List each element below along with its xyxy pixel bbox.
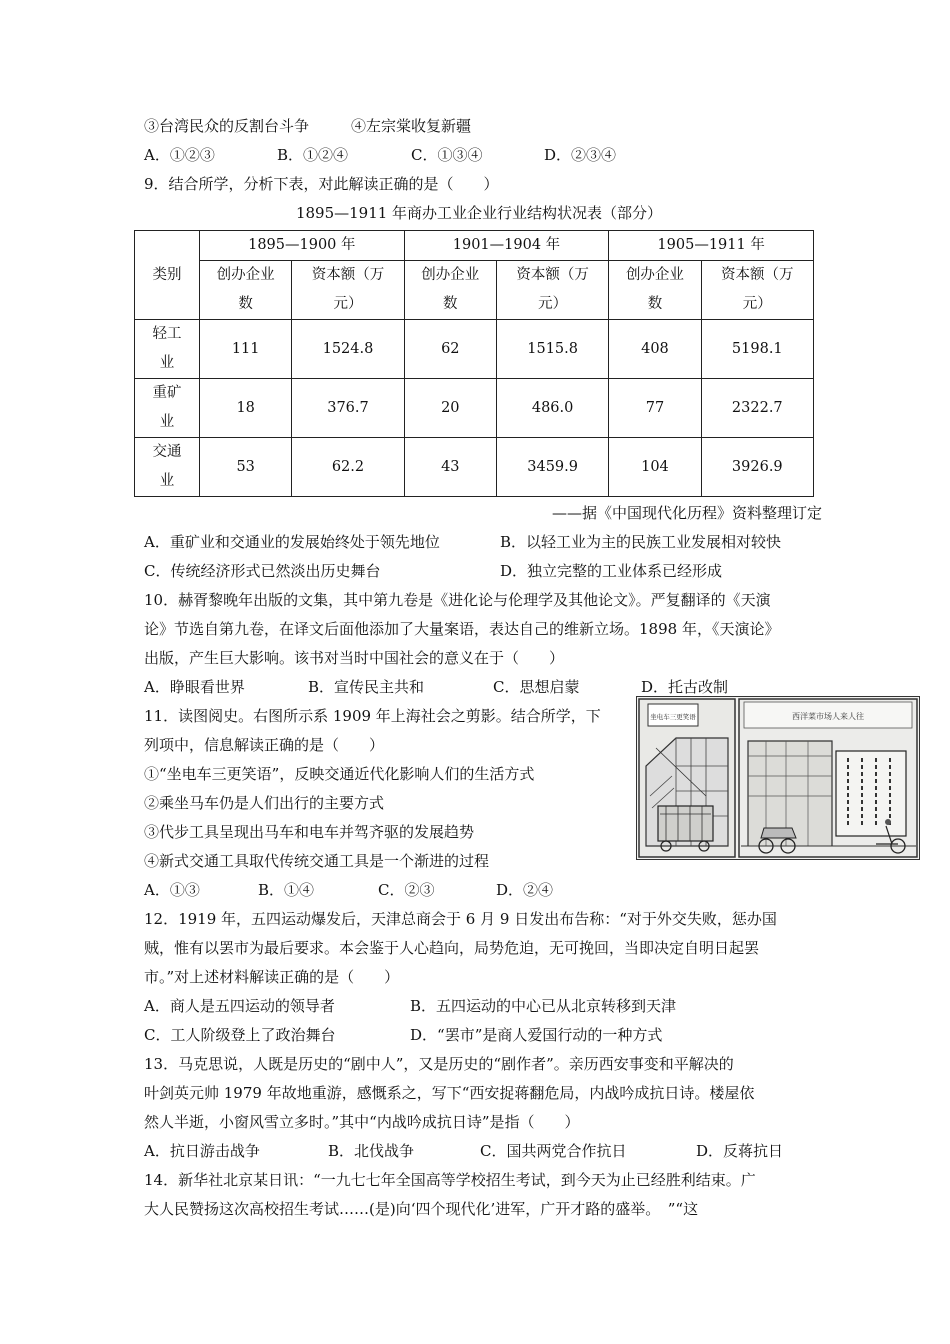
q9-stem: 9．结合所学，分析下表，对此解读正确的是（ ） [144, 175, 499, 193]
q10-line-1: 10．赫胥黎晚年出版的文集，其中第九卷是《进化论与伦理学及其他论文》。严复翻译的《天演 [144, 591, 771, 609]
q11-choices [144, 876, 814, 905]
q12-choice-b[interactable]: B．五四运动的中心已从北京转移到天津 [410, 997, 677, 1015]
q9-table-source: ——据《中国现代化历程》资料整理订定 [551, 504, 822, 522]
q14-line-2: 大人民赞扬这次高校招生考试……(是)向‘四个现代化’进军，广开才路的盛举。 ”“这 [144, 1200, 699, 1218]
row-label: 交通 业 [135, 438, 200, 497]
q13-choice-a[interactable]: A．抗日游击战争 [144, 1142, 260, 1160]
q13-line-3: 然人半逝，小窗风雪立多时。”其中“内战吟成抗日诗”是指（ ） [144, 1113, 580, 1131]
q11-choice-a[interactable]: A．①③ [144, 881, 200, 899]
table-subheader: 资本额（万 元） [496, 261, 608, 320]
q10-choice-b[interactable]: B．宣传民主共和 [308, 678, 425, 696]
table-cell: 408 [609, 320, 701, 379]
table-subheader: 创办企业 数 [404, 261, 496, 320]
q9-choice-d[interactable]: D．独立完整的工业体系已经形成 [500, 562, 723, 580]
q11-item-1: ①“坐电车三更笑语”，反映交通近代化影响人们的生活方式 [144, 765, 535, 783]
q11-item-3: ③代步工具呈现出马车和电车并驾齐驱的发展趋势 [144, 823, 475, 841]
q8-item-4: ④左宗棠收复新疆 [351, 117, 472, 135]
q13-choices [144, 1137, 814, 1166]
table-subheader: 创办企业 数 [609, 261, 701, 320]
q9-choices-row1 [144, 528, 814, 557]
table-cell: 62 [404, 320, 496, 379]
table-row [135, 438, 814, 497]
q8-options-line [144, 112, 814, 141]
table-cell: 1515.8 [496, 320, 608, 379]
q8-choices [144, 141, 814, 170]
shanghai-1909-illustration [636, 696, 920, 860]
q12-line-1: 12．1919 年，五四运动爆发后，天津总商会于 6 月 9 日发出布告称：“对于外交失败，惩办国 [144, 910, 777, 928]
table-cell: 3926.9 [701, 438, 813, 497]
table-cell: 376.7 [292, 379, 404, 438]
q14-line-1: 14．新华社北京某日讯：“一九七七年全国高等学校招生考试，到今天为止已经胜利结束。广 [144, 1171, 756, 1189]
table-period-1: 1895—1900 年 [200, 231, 405, 261]
row-label: 重矿 业 [135, 379, 200, 438]
table-cell: 77 [609, 379, 701, 438]
q12-choice-c[interactable]: C．工人阶级登上了政治舞台 [144, 1026, 336, 1044]
q9-choice-a[interactable]: A．重矿业和交通业的发展始终处于领先地位 [144, 533, 440, 551]
q11-choice-c[interactable]: C．②③ [378, 881, 435, 899]
table-cell: 1524.8 [292, 320, 404, 379]
q13-choice-d[interactable]: D．反蒋抗日 [696, 1142, 784, 1160]
q9-choices-row2 [144, 557, 814, 586]
q9-data-table [134, 230, 814, 497]
table-subheader: 资本额（万 元） [701, 261, 813, 320]
table-cell: 18 [200, 379, 292, 438]
q10-line-2: 论》节选自第九卷，在译文后面他添加了大量案语，表达自己的维新立场。1898 年，《天演论》 [144, 620, 780, 638]
exam-page [144, 112, 864, 1224]
q11-item-2: ②乘坐马车仍是人们出行的主要方式 [144, 794, 385, 812]
q13-line-2: 叶剑英元帅 1979 年故地重游，感慨系之，写下“西安捉蒋翻危局，内战吟成抗日诗。楼屋依 [144, 1084, 755, 1102]
table-subheader: 创办企业 数 [200, 261, 292, 320]
q13-choice-b[interactable]: B．北伐战争 [328, 1142, 415, 1160]
q8-choice-b[interactable]: B．①②④ [277, 146, 349, 164]
right-panel-banner: 西洋菜市场人来人往 [792, 712, 864, 721]
q11-choice-d[interactable]: D．②④ [496, 881, 554, 899]
table-cell: 2322.7 [701, 379, 813, 438]
table-cell: 53 [200, 438, 292, 497]
q12-choice-d[interactable]: D．“罢市”是商人爱国行动的一种方式 [410, 1026, 663, 1044]
table-category-header: 类别 [135, 231, 200, 320]
q12-choice-a[interactable]: A．商人是五四运动的领导者 [144, 997, 335, 1015]
table-cell: 111 [200, 320, 292, 379]
table-row [135, 379, 814, 438]
q13-choice-c[interactable]: C．国共两党合作抗日 [480, 1142, 627, 1160]
q8-choice-a[interactable]: A．①②③ [144, 146, 215, 164]
q11-choice-b[interactable]: B．①④ [258, 881, 315, 899]
q11-line-1: 11．读图阅史。右图所示系 1909 年上海社会之剪影。结合所学，下 [144, 707, 601, 725]
q9-choice-b[interactable]: B．以轻工业为主的民族工业发展相对较快 [500, 533, 782, 551]
row-label: 轻工 业 [135, 320, 200, 379]
table-cell: 5198.1 [701, 320, 813, 379]
q12-choices-row2 [144, 1021, 814, 1050]
q10-choice-a[interactable]: A．睁眼看世界 [144, 678, 245, 696]
q11-line-2: 列项中，信息解读正确的是（ ） [144, 736, 385, 754]
q11-block [144, 702, 864, 905]
q8-choice-d[interactable]: D．②③④ [544, 146, 617, 164]
left-panel-sign: 坐电车三更笑语 [650, 713, 696, 721]
table-cell: 3459.9 [496, 438, 608, 497]
table-period-2: 1901—1904 年 [404, 231, 609, 261]
q11-item-4: ④新式交通工具取代传统交通工具是一个渐进的过程 [144, 852, 490, 870]
table-cell: 62.2 [292, 438, 404, 497]
q8-item-3: ③台湾民众的反割台斗争 [144, 117, 310, 135]
table-subheader: 资本额（万 元） [292, 261, 404, 320]
table-cell: 43 [404, 438, 496, 497]
table-cell: 20 [404, 379, 496, 438]
q9-table-caption: 1895—1911 年商办工业企业行业结构状况表（部分） [295, 204, 663, 222]
table-row [135, 320, 814, 379]
q10-choice-c[interactable]: C．思想启蒙 [493, 678, 580, 696]
table-cell: 104 [609, 438, 701, 497]
table-cell: 486.0 [496, 379, 608, 438]
table-period-3: 1905—1911 年 [609, 231, 814, 261]
illustration-svg [636, 696, 920, 860]
q8-choice-c[interactable]: C．①③④ [411, 146, 483, 164]
q10-line-3: 出版，产生巨大影响。该书对当时中国社会的意义在于（ ） [144, 649, 565, 667]
q13-line-1: 13．马克思说，人既是历史的“剧中人”，又是历史的“剧作者”。亲历西安事变和平解决的 [144, 1055, 734, 1073]
q12-line-2: 贼，惟有以罢市为最后要求。本会鉴于人心趋向，局势危迫，无可挽回，当即决定自明日起罢 [144, 939, 760, 957]
q12-line-3: 市。”对上述材料解读正确的是（ ） [144, 968, 400, 986]
q9-choice-c[interactable]: C．传统经济形式已然淡出历史舞台 [144, 562, 381, 580]
q10-choice-d[interactable]: D．托古改制 [641, 678, 729, 696]
q12-choices-row1 [144, 992, 814, 1021]
